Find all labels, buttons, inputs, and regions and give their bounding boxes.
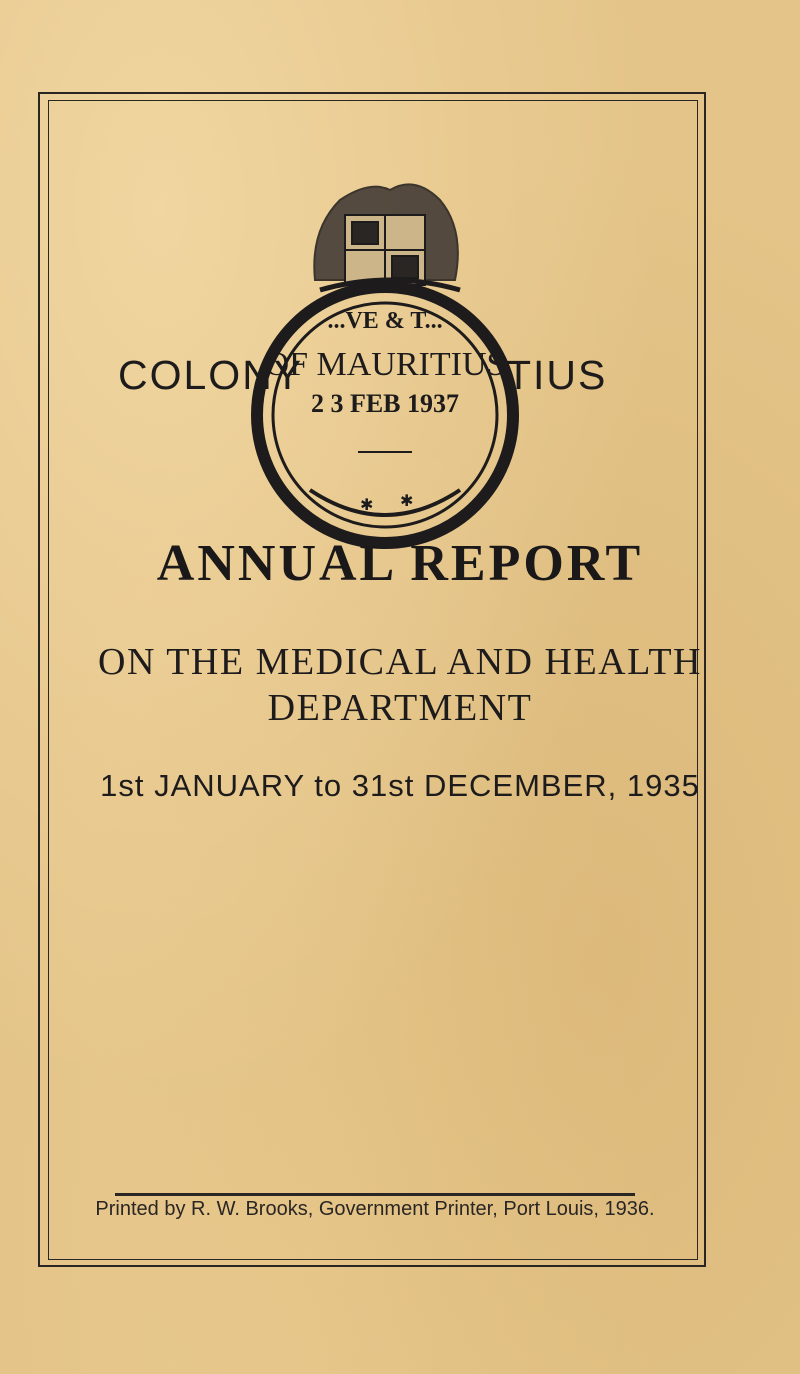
svg-text:✱: ✱	[400, 491, 414, 510]
stamp-middle-text: OF MAURITIUS	[264, 346, 506, 383]
horizontal-rule	[115, 1193, 635, 1196]
title-mauritius-fragment: TIUS	[506, 352, 608, 398]
subheading-line-2: DEPARTMENT	[267, 687, 533, 729]
stamp-date-text: 2 3 FEB 1937	[310, 389, 460, 418]
subheading-line-1: ON THE MEDICAL AND HEALTH	[98, 641, 702, 683]
library-stamp-seal	[240, 170, 530, 550]
svg-text:✱: ✱	[360, 495, 374, 514]
title-colony-text: COLONY	[118, 352, 304, 398]
date-stamp-icon	[257, 287, 513, 543]
stamp-top-text: ...VE & T...	[327, 308, 443, 334]
printer-imprint: Printed by R. W. Brooks, Government Printer, Port Louis, 1936.	[95, 1198, 655, 1220]
heading-annual-report: ANNUAL REPORT	[156, 535, 644, 592]
coat-of-arms-icon	[314, 184, 460, 290]
report-period: 1st JANUARY to 31st DECEMBER, 1935	[100, 768, 700, 803]
